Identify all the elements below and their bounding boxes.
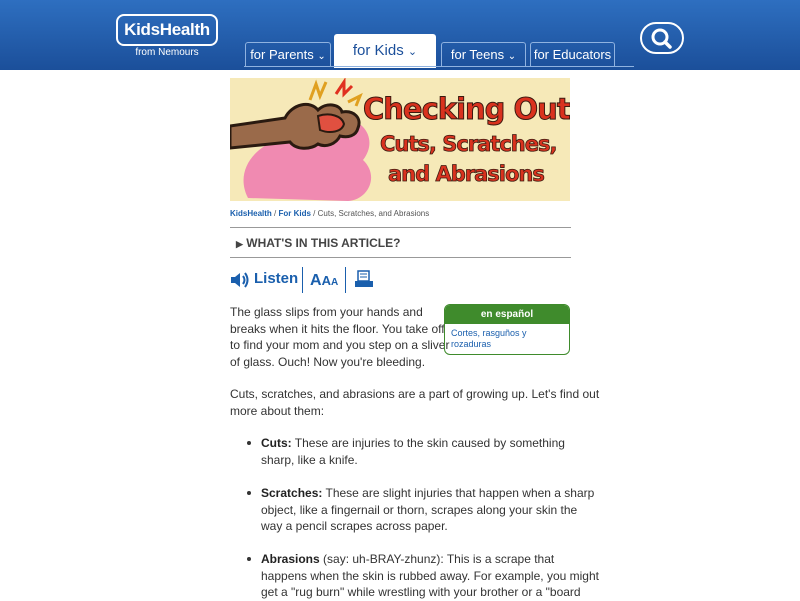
breadcrumb-home-link[interactable]: KidsHealth (230, 209, 272, 218)
site-header (0, 0, 800, 70)
print-button[interactable] (354, 270, 374, 290)
bullet-dot (247, 557, 251, 561)
text-size-icon-large: A (310, 272, 322, 289)
text-line: sharp, like a knife. (261, 452, 358, 467)
listen-label: Listen (254, 270, 299, 287)
list-item-scratches (261, 485, 595, 535)
text-line: of glass. Ouch! Now you're bleeding. (230, 354, 426, 369)
print-icon (354, 270, 374, 290)
logo-subtitle: from Nemours (135, 47, 199, 58)
link-line: rozaduras (451, 339, 492, 349)
search-button[interactable] (640, 22, 684, 54)
search-icon (642, 24, 682, 52)
list-item-cuts (261, 435, 573, 468)
text-line: These are slight injuries that happen when a sharp (322, 486, 595, 500)
bullet-dot (247, 441, 251, 445)
tab-label: for Parents (250, 47, 314, 62)
spanish-article-link[interactable] (445, 324, 569, 354)
hero-title-line-3: and Abrasions (388, 162, 544, 186)
tab-label: for Educators (533, 47, 612, 62)
chevron-down-icon: ⌄ (507, 51, 517, 62)
whats-in-article-toggle[interactable] (236, 236, 400, 250)
intro-paragraph (230, 304, 450, 370)
text-size-icon-mid: A (321, 273, 331, 288)
nav-divider (244, 66, 634, 67)
tab-for-parents[interactable] (245, 42, 331, 66)
text-line: The glass slips from your hands and (230, 305, 423, 319)
hero-title-line-1: Checking Out (363, 92, 570, 126)
text-line: more about them: (230, 403, 325, 418)
tab-for-teens[interactable] (441, 42, 526, 66)
spanish-box-title: en español (445, 305, 569, 324)
tab-label: for Kids (352, 42, 404, 59)
spanish-version-box (444, 304, 570, 355)
tab-for-kids[interactable] (334, 34, 436, 68)
text-size-button[interactable] (310, 272, 340, 292)
text-line: object, like a fingernail or thorn, scrapes along your skin the (261, 502, 578, 517)
text-line: get a "rug burn" while wrestling with your brother or a "board (261, 585, 581, 599)
tab-for-educators[interactable] (530, 42, 615, 66)
text-line: These are injuries to the skin caused by something (291, 436, 565, 450)
bullet-dot (247, 491, 251, 495)
text-line: Cuts, scratches, and abrasions are a part of growing up. Let's find out (230, 387, 600, 401)
term: Scratches: (261, 486, 323, 500)
divider (230, 257, 571, 258)
triangle-right-icon: ▶ (236, 239, 243, 249)
text-line: way a pencil scrapes across paper. (261, 519, 448, 533)
speaker-icon (230, 271, 250, 289)
text-line: happens when the skin is rubbed away. For example, you might (261, 568, 599, 583)
term: Abrasions (261, 552, 320, 566)
text-size-icon-small: A (330, 277, 339, 288)
hero-title-line-2: Cuts, Scratches, (380, 132, 557, 156)
breadcrumb-section-link[interactable]: For Kids (278, 209, 311, 218)
term: Cuts: (261, 436, 292, 450)
tab-label: for Teens (450, 47, 505, 62)
text-line: breaks when it hits the floor. You take off (230, 321, 445, 336)
kidshealth-logo[interactable]: KidsHealth (116, 14, 218, 46)
toolbar-separator (302, 267, 303, 293)
breadcrumb-current: Cuts, Scratches, and Abrasions (317, 209, 430, 218)
text-line: to find your mom and you step on a sliver (230, 338, 450, 352)
overview-paragraph (230, 386, 600, 419)
article-hero-banner (230, 78, 570, 201)
text-line: (say: uh-BRAY-zhunz): This is a scrape that (319, 552, 555, 566)
breadcrumb-separator: / (274, 209, 279, 218)
toolbar-separator (345, 267, 346, 293)
breadcrumb-separator: / (313, 209, 318, 218)
list-item-abrasions (261, 551, 599, 601)
link-line: Cortes, rasguños y (451, 328, 527, 338)
chevron-down-icon: ⌄ (317, 51, 326, 62)
breadcrumb (230, 209, 429, 218)
divider (230, 227, 571, 228)
toggle-label: WHAT'S IN THIS ARTICLE? (246, 236, 401, 250)
chevron-down-icon: ⌄ (407, 46, 418, 58)
